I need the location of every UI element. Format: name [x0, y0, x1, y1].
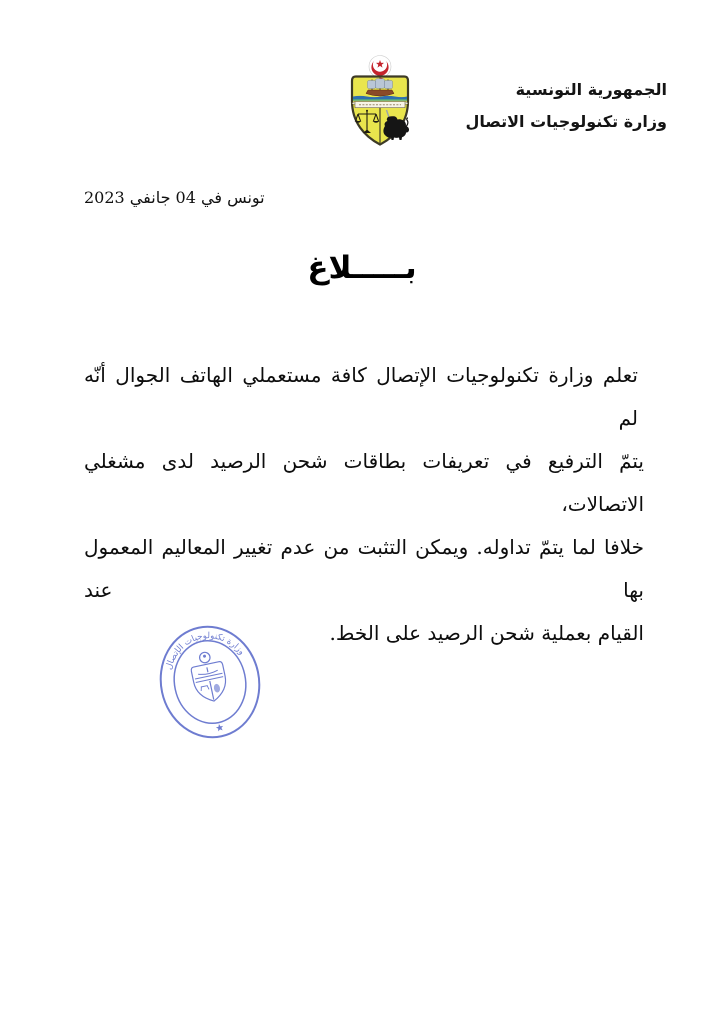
body-line: تعلم وزارة تكنولوجيات الإتصال كافة مستعملي الهاتف الجوال أنّه لم [84, 363, 638, 430]
body-line: يتمّ الترفيع في تعريفات بطاقات شحن الرصيد لدى مشغلي الاتصالات، [84, 449, 644, 516]
header-block [465, 74, 667, 138]
ministry-stamp-icon [157, 622, 263, 744]
date-line: تونس في 04 جانفي 2023 [84, 188, 265, 207]
body-line: خلافا لما يتمّ تداوله. ويمكن التثبت من عدم تغيير المعاليم المعمول بها عند [84, 535, 644, 602]
republic-title: الجمهورية التونسية [515, 80, 667, 99]
body-paragraph [84, 354, 644, 655]
body-line: القيام بعملية شحن الرصيد على الخط. [329, 621, 644, 645]
stamp-ring-text: وزارة تكنولوجيات الإتصال [164, 631, 247, 671]
tunisia-coat-of-arms-icon [348, 54, 412, 147]
communique-title: بـــــلاغ [307, 250, 417, 286]
ministry-title: وزارة تكنولوجيات الاتصال [465, 112, 667, 131]
